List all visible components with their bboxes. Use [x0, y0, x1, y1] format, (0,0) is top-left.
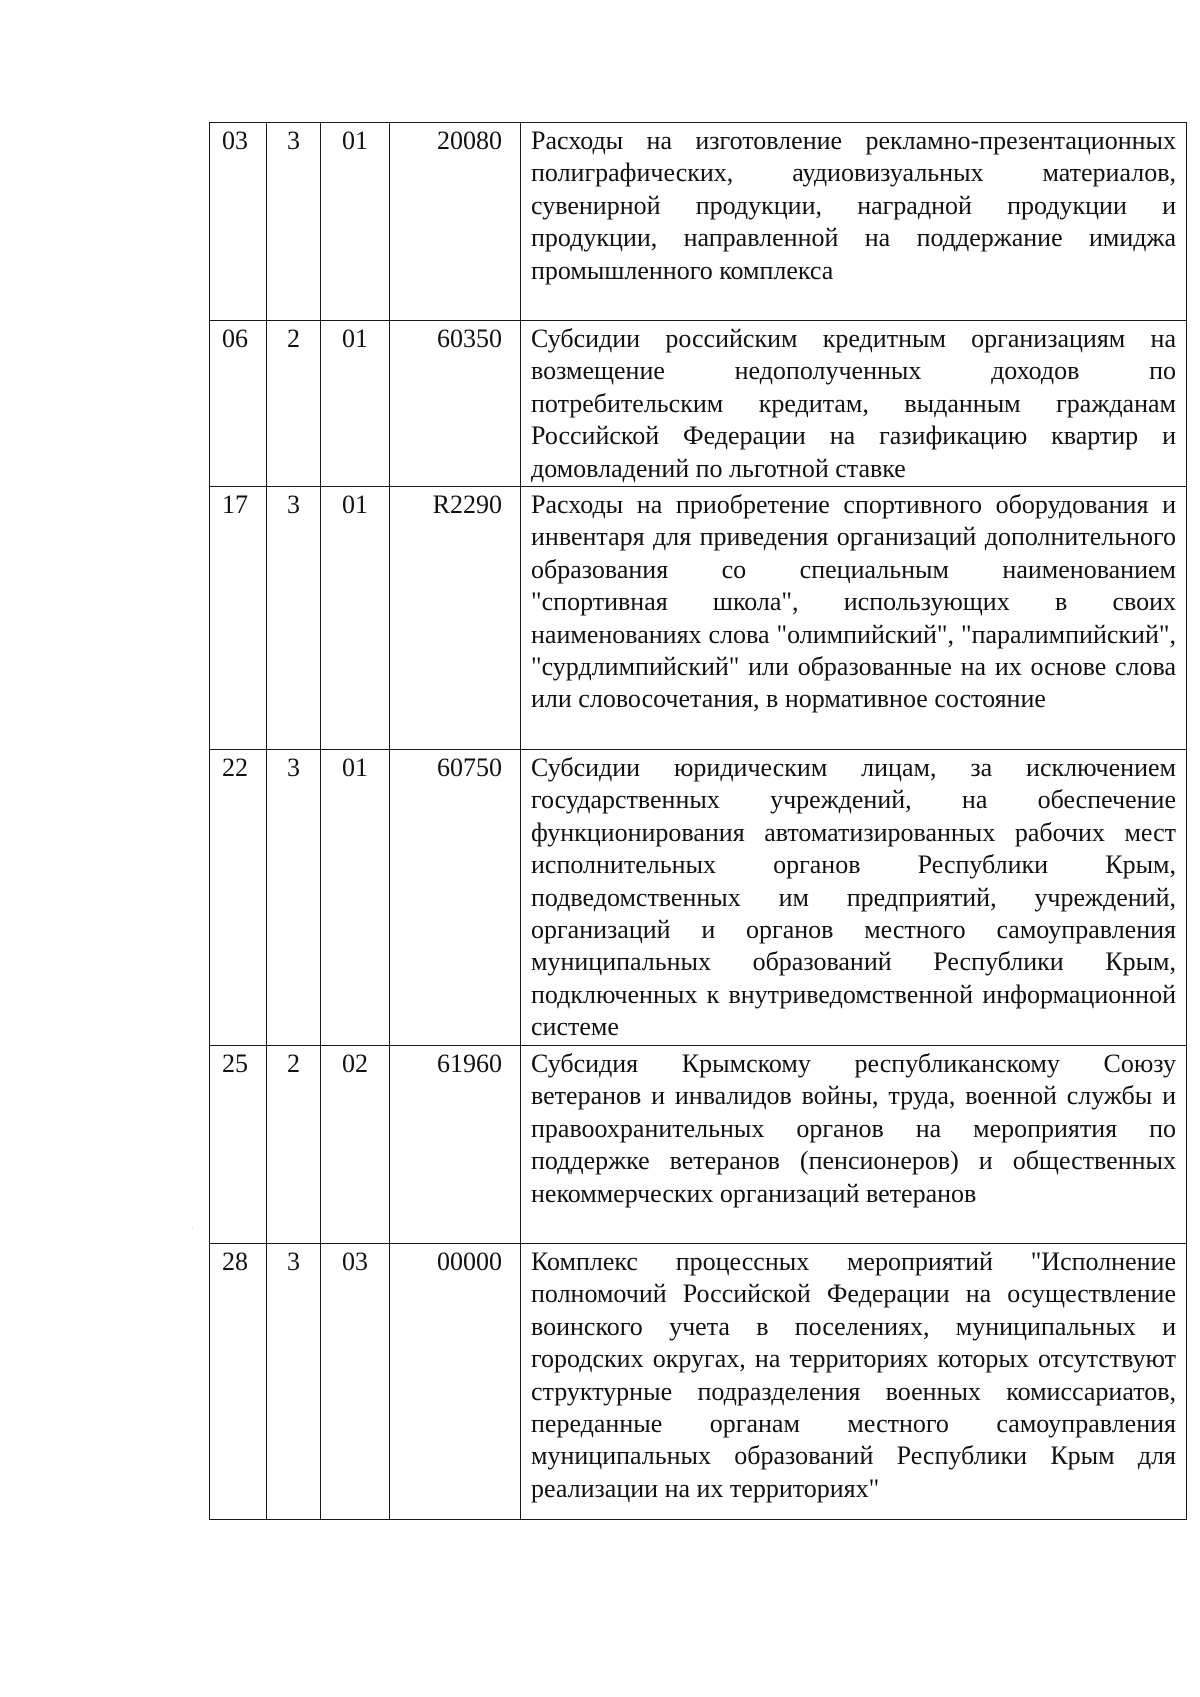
direction-code-cell: 60750: [390, 750, 521, 1046]
direction-code-cell: R2290: [390, 487, 521, 750]
event-code-cell: 01: [321, 487, 390, 750]
program-code-cell: 03: [210, 123, 267, 321]
direction-code-cell: 20080: [390, 123, 521, 321]
subprogram-type-cell: 3: [267, 1244, 321, 1520]
table-row: [210, 321, 1187, 487]
direction-code-cell: 60350: [390, 321, 521, 487]
description-cell: Субсидия Крымскому республиканскому Союзу ветеранов и инвалидов войны, труда, военной службы и правоохранительных органов на мероприятия по поддержке ветеранов (пенсионеров) и общественных некоммерческих организаций ветеранов: [521, 1046, 1187, 1244]
program-code-cell: 22: [210, 750, 267, 1046]
program-code-cell: 25: [210, 1046, 267, 1244]
description-cell: Расходы на приобретение спортивного оборудования и инвентаря для приведения организаций дополнительного образования со специальным наименованием "спортивная школа", использующих в своих наименованиях слова "олимпийский", "паралимпийский", "сурдлимпийский" или образованные на их основе слова или словосочетания, в нормативное состояние: [521, 487, 1187, 750]
budget-code-table: [209, 122, 1187, 1520]
event-code-cell: 01: [321, 123, 390, 321]
description-cell: Расходы на изготовление рекламно-презентационных полиграфических, аудиовизуальных материалов, сувенирной продукции, наградной продукции и продукции, направленной на поддержание имиджа промышленного комплекса: [521, 123, 1187, 321]
table-row: [210, 1244, 1187, 1520]
direction-code-cell: 00000: [390, 1244, 521, 1520]
table-row: [210, 1046, 1187, 1244]
subprogram-type-cell: 2: [267, 321, 321, 487]
table-row: [210, 750, 1187, 1046]
subprogram-type-cell: 3: [267, 123, 321, 321]
program-code-cell: 28: [210, 1244, 267, 1520]
description-cell: Субсидии юридическим лицам, за исключением государственных учреждений, на обеспечение функционирования автоматизированных рабочих мест исполнительных органов Республики Крым, подведомственных им предприятий, учреждений, организаций и органов местного самоуправления муниципальных образований Республики Крым, подключенных к внутриведомственной информационной системе: [521, 750, 1187, 1046]
table-row: [210, 487, 1187, 750]
subprogram-type-cell: 2: [267, 1046, 321, 1244]
event-code-cell: 01: [321, 321, 390, 487]
subprogram-type-cell: 3: [267, 750, 321, 1046]
program-code-cell: 06: [210, 321, 267, 487]
event-code-cell: 02: [321, 1046, 390, 1244]
description-cell: Комплекс процессных мероприятий "Исполнение полномочий Российской Федерации на осуществление воинского учета в поселениях, муниципальных и городских округах, на территориях которых отсутствуют структурные подразделения военных комиссариатов, переданные органам местного самоуправления муниципальных образований Республики Крым для реализации на их территориях": [521, 1244, 1187, 1520]
table-row: [210, 123, 1187, 321]
direction-code-cell: 61960: [390, 1046, 521, 1244]
program-code-cell: 17: [210, 487, 267, 750]
scan-speck: [192, 1228, 193, 1229]
subprogram-type-cell: 3: [267, 487, 321, 750]
event-code-cell: 01: [321, 750, 390, 1046]
event-code-cell: 03: [321, 1244, 390, 1520]
description-cell: Субсидии российским кредитным организациям на возмещение недополученных доходов по потребительским кредитам, выданным гражданам Российской Федерации на газификацию квартир и домовладений по льготной ставке: [521, 321, 1187, 487]
